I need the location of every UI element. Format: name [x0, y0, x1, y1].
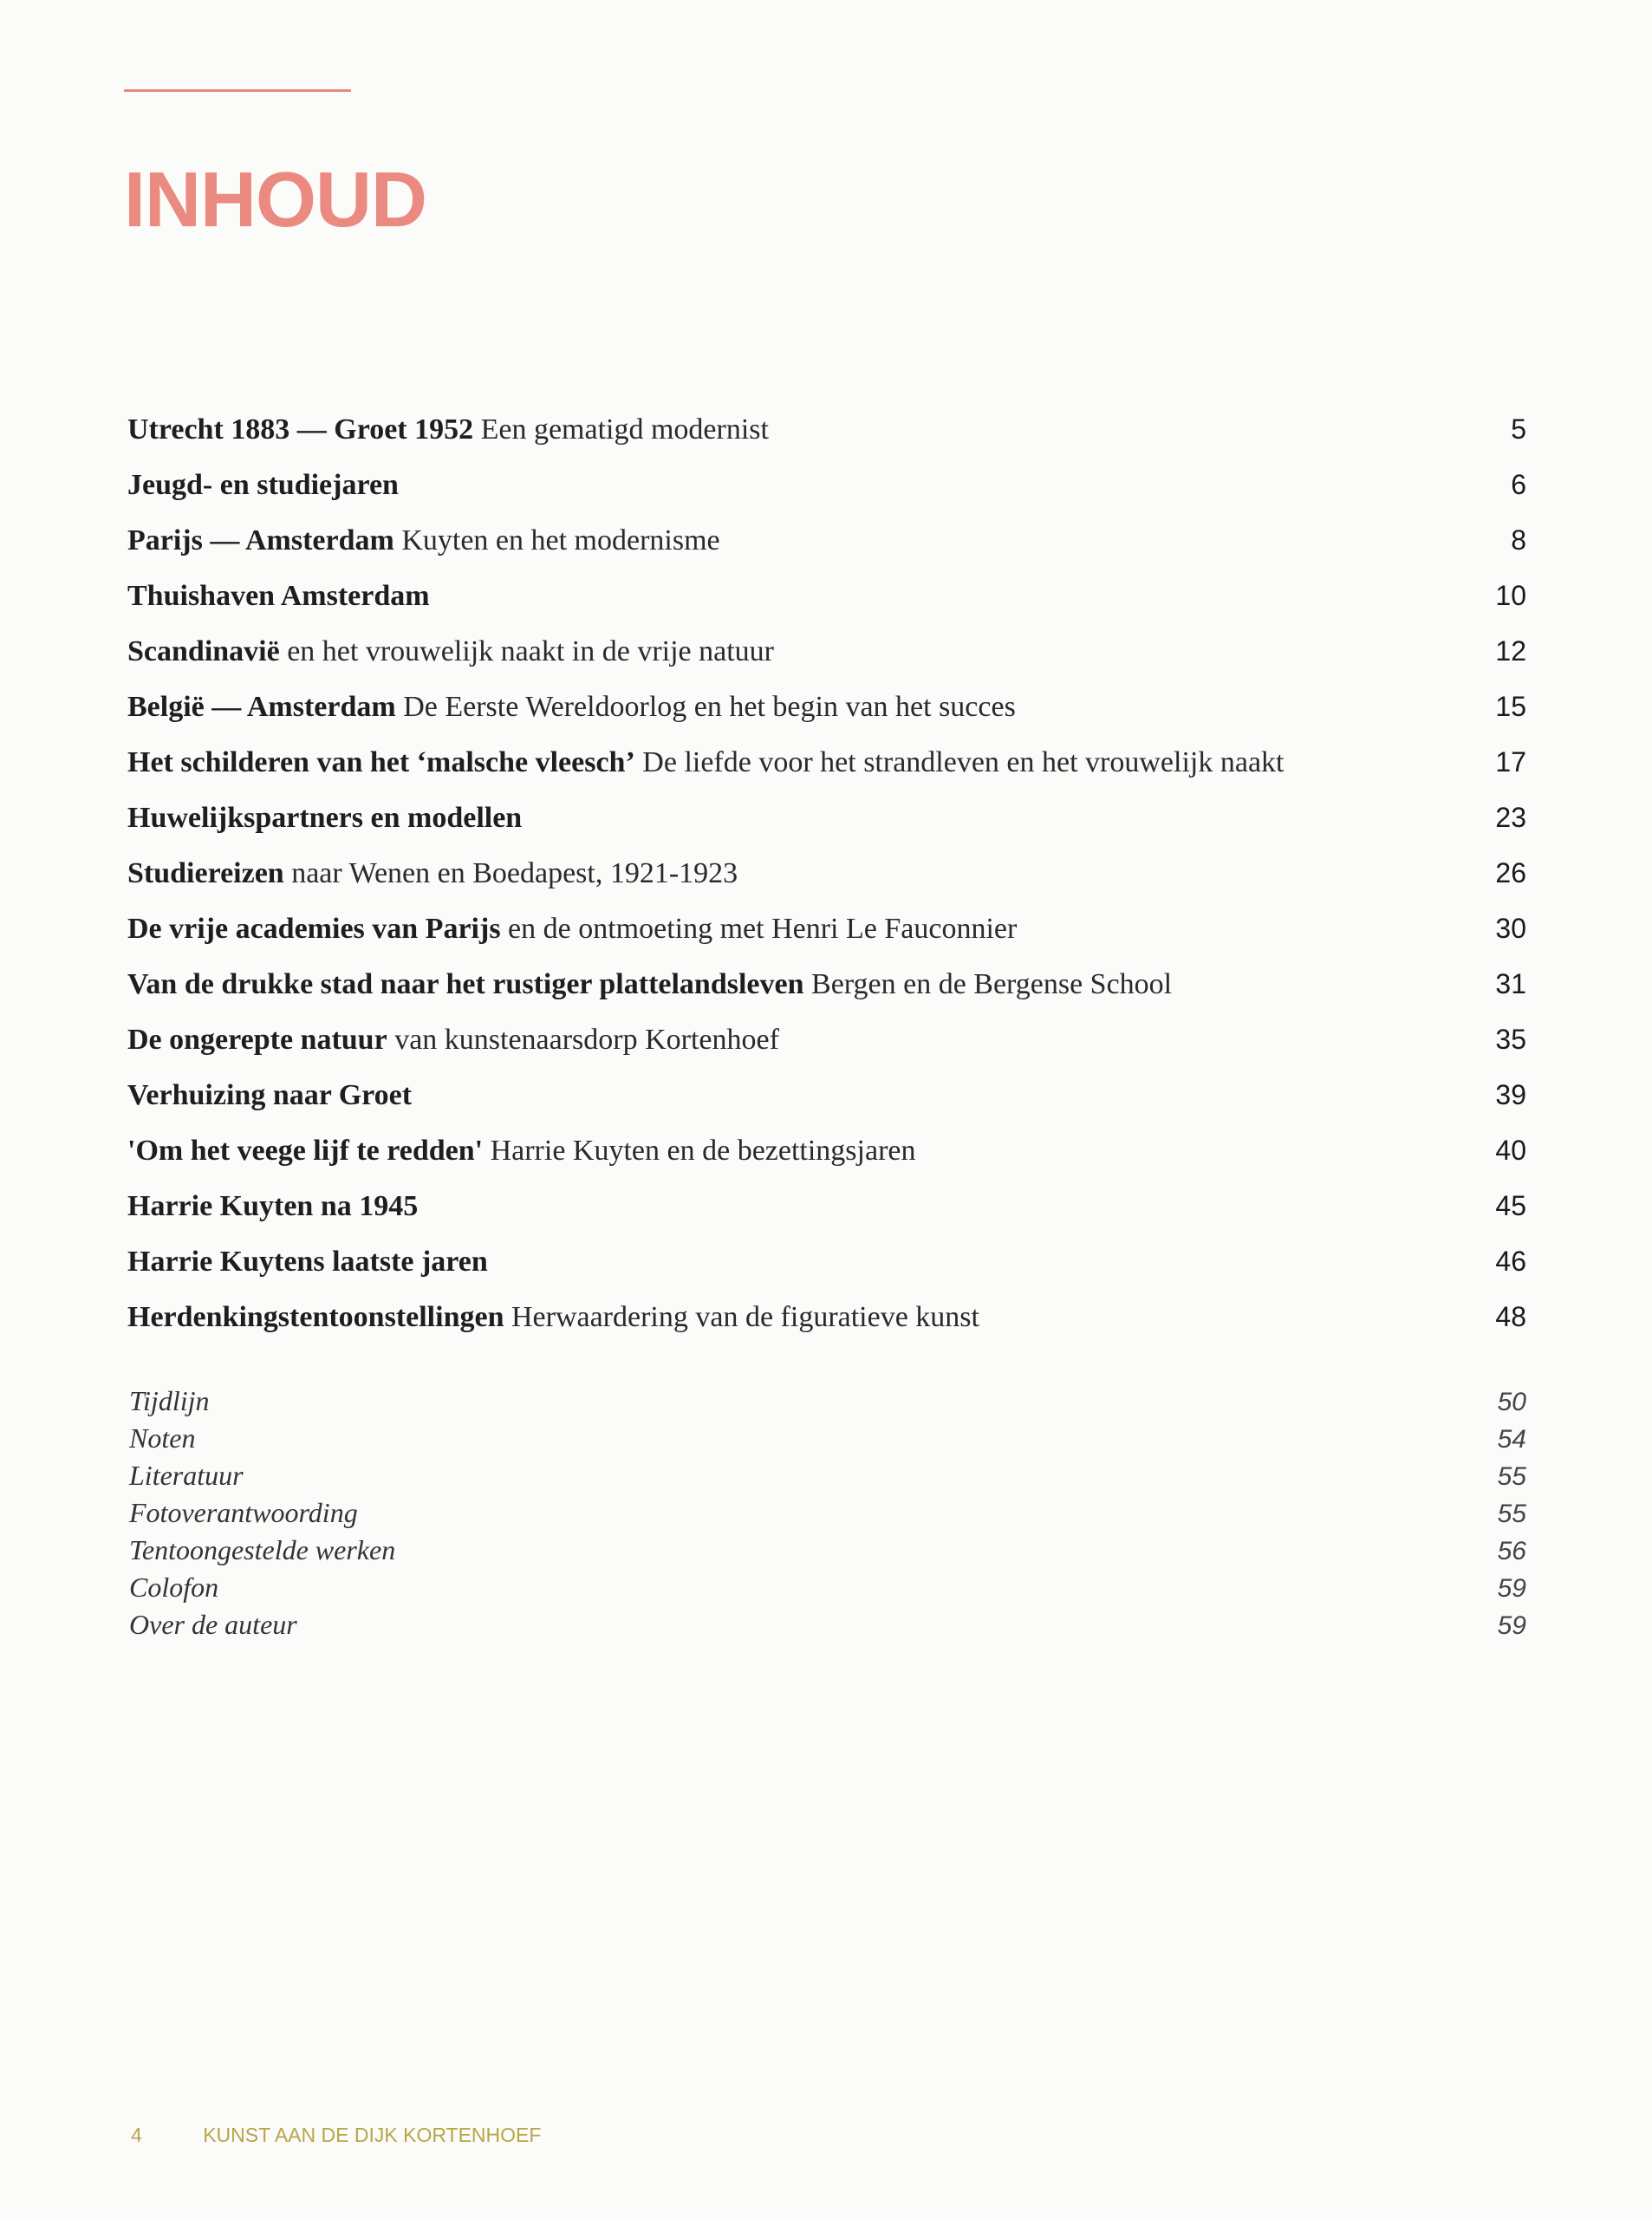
appendix-entry-label: Tijdlijn [129, 1385, 210, 1416]
toc-entry-subtitle: De liefde voor het strandleven en het vrouwelijk naakt [634, 746, 1285, 778]
toc-entry[interactable] [127, 968, 1526, 1024]
toc-entry-subtitle: en het vrouwelijk naakt in de vrije natuur [279, 635, 774, 667]
appendix-entry[interactable] [129, 1385, 1526, 1422]
toc-entry-title [127, 1024, 779, 1057]
toc-entry[interactable] [127, 1079, 1526, 1135]
appendix-entry-page: 50 [1497, 1388, 1526, 1416]
toc-entry-main: De ongerepte natuur [127, 1024, 387, 1056]
appendix-entry-label: Over de auteur [129, 1609, 297, 1640]
toc-entry-title [127, 1246, 488, 1279]
toc-entry-main: Het schilderen van het ‘malsche vleesch’ [127, 746, 635, 778]
toc-entry-main: Jeugd- en studiejaren [127, 469, 399, 501]
toc-entry-title [127, 580, 430, 613]
toc-entry-main: Verhuizing naar Groet [127, 1079, 413, 1111]
toc-entry-page: 45 [1495, 1190, 1526, 1221]
toc-entry-subtitle: De Eerste Wereldoorlog en het begin van het succes [395, 691, 1016, 723]
appendix-entry-page: 54 [1497, 1425, 1526, 1454]
appendix-entry-page: 55 [1497, 1500, 1526, 1528]
appendix-entry[interactable] [129, 1534, 1526, 1572]
toc-entry-title [127, 968, 1172, 1001]
toc-entry[interactable] [127, 1190, 1526, 1246]
toc-entry-page: 39 [1495, 1079, 1526, 1110]
toc-entry[interactable] [127, 1246, 1526, 1301]
appendix-entry-label: Literatuur [129, 1460, 244, 1491]
page-title: INHOUD [124, 157, 426, 244]
toc-entry-subtitle: Bergen en de Bergense School [803, 968, 1173, 1000]
toc-entry-title [127, 746, 1284, 779]
toc-entry-page: 5 [1511, 413, 1526, 445]
toc-entry-subtitle: Harrie Kuyten en de bezettingsjaren [483, 1135, 916, 1167]
toc-entry-page: 26 [1495, 857, 1526, 888]
toc-entry-title [127, 524, 720, 557]
toc-entry-page: 15 [1495, 691, 1526, 722]
appendix-entry-label: Noten [129, 1422, 196, 1454]
toc-entry-title [127, 413, 769, 446]
toc-entry-page: 23 [1495, 802, 1526, 833]
toc-entry[interactable] [127, 635, 1526, 691]
toc-entry[interactable] [127, 913, 1526, 968]
toc-entry-main: Studiereizen [127, 857, 284, 889]
toc-entry-page: 10 [1495, 580, 1526, 611]
toc-entry[interactable] [127, 691, 1526, 746]
toc-entry[interactable] [127, 580, 1526, 635]
toc-entry-page: 46 [1495, 1246, 1526, 1277]
toc-entry-subtitle: en de ontmoeting met Henri Le Fauconnier [500, 913, 1018, 945]
footer-page-number: 4 [131, 2124, 142, 2146]
toc-entry-main: De vrije academies van Parijs [127, 913, 501, 945]
toc-entry-main: Van de drukke stad naar het rustiger plattelandsleven [127, 968, 804, 1000]
toc-entry-page: 48 [1495, 1301, 1526, 1332]
toc-entry[interactable] [127, 1301, 1526, 1357]
toc-entry-subtitle: Herwaardering van de figuratieve kunst [504, 1301, 979, 1333]
toc-entry-title [127, 691, 1016, 724]
toc-entry-subtitle: Kuyten en het modernisme [393, 524, 720, 556]
toc-entry-title [127, 913, 1017, 946]
appendix-entry-label: Colofon [129, 1572, 219, 1603]
toc-entry-title [127, 1135, 916, 1168]
toc-entry-page: 12 [1495, 635, 1526, 667]
appendix-entry[interactable] [129, 1460, 1526, 1497]
appendix-entry[interactable] [129, 1572, 1526, 1609]
toc-entry[interactable] [127, 746, 1526, 802]
appendix-entry-page: 56 [1497, 1537, 1526, 1565]
appendix-list [129, 1385, 1526, 1646]
toc-entry-page: 17 [1495, 746, 1526, 778]
toc-entry-main: Thuishaven Amsterdam [127, 580, 430, 612]
toc-entry-main: Parijs — Amsterdam [127, 524, 394, 556]
toc-entry-title [127, 857, 738, 890]
toc-entry-page: 8 [1511, 524, 1526, 556]
page-footer [131, 2124, 541, 2147]
toc-entry-main: Harrie Kuyten na 1945 [127, 1190, 419, 1222]
toc-entry-title [127, 1190, 418, 1223]
toc-entry-page: 31 [1495, 968, 1526, 999]
appendix-entry-page: 55 [1497, 1462, 1526, 1491]
toc-entry-subtitle: Een gematigd modernist [473, 413, 769, 446]
appendix-entry-label: Tentoongestelde werken [129, 1534, 396, 1565]
toc-entry-main: België — Amsterdam [127, 691, 396, 723]
appendix-entry[interactable] [129, 1609, 1526, 1646]
toc-entry[interactable] [127, 413, 1526, 469]
appendix-entry[interactable] [129, 1422, 1526, 1460]
toc-entry-main: Herdenkingstentoonstellingen [127, 1301, 504, 1333]
toc-entry-title [127, 635, 774, 668]
appendix-entry-page: 59 [1497, 1574, 1526, 1603]
toc-entry[interactable] [127, 1024, 1526, 1079]
toc-entry-page: 30 [1495, 913, 1526, 944]
toc-entry-title [127, 1079, 412, 1112]
appendix-entry-page: 59 [1497, 1611, 1526, 1640]
toc-entry-page: 6 [1511, 469, 1526, 500]
toc-entry-main: 'Om het veege lijf te redden' [127, 1135, 484, 1167]
toc-entry-main: Utrecht 1883 — Groet 1952 [127, 413, 474, 446]
toc-entry-page: 35 [1495, 1024, 1526, 1055]
toc-entry[interactable] [127, 469, 1526, 524]
toc-entry-main: Harrie Kuytens laatste jaren [127, 1246, 488, 1278]
toc-entry-page: 40 [1495, 1135, 1526, 1166]
heading-rule [124, 89, 351, 92]
toc-entry-subtitle: van kunstenaarsdorp Kortenhoef [387, 1024, 779, 1056]
toc-entry[interactable] [127, 524, 1526, 580]
toc-entry-main: Scandinavië [127, 635, 280, 667]
toc-entry-subtitle: naar Wenen en Boedapest, 1921-1923 [283, 857, 738, 889]
toc-entry-title [127, 802, 522, 835]
toc-entry-main: Huwelijkspartners en modellen [127, 802, 523, 834]
appendix-entry-label: Fotoverantwoording [129, 1497, 358, 1528]
footer-running-title: KUNST AAN DE DIJK KORTENHOEF [203, 2124, 542, 2146]
toc-entry-title [127, 469, 399, 502]
toc-entry[interactable] [127, 857, 1526, 913]
toc-entry-title [127, 1301, 979, 1334]
toc-entry[interactable] [127, 1135, 1526, 1190]
toc-entry[interactable] [127, 802, 1526, 857]
table-of-contents [127, 413, 1526, 1357]
appendix-entry[interactable] [129, 1497, 1526, 1534]
